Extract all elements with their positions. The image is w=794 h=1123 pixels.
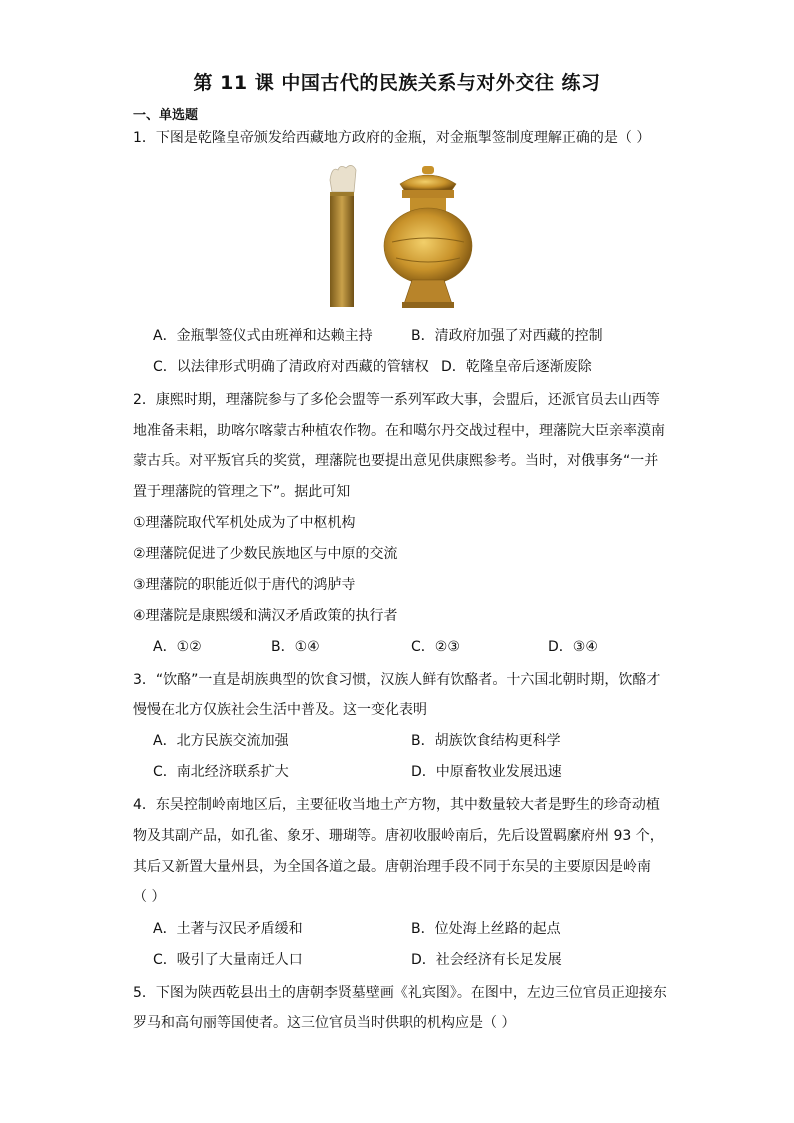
q2-stem-line: 2．康熙时期，理藩院参与了多伦会盟等一系列军政大事，会盟后，还派官员去山西等	[133, 392, 660, 408]
q1-option-c[interactable]: C．以法律形式明确了清政府对西藏的管辖权	[153, 359, 429, 375]
q2-statement-2: ②理藩院促进了少数民族地区与中原的交流	[133, 546, 398, 562]
q3-option-d[interactable]: D．中原畜牧业发展迅速	[411, 764, 562, 780]
q2-option-b[interactable]: B．①④	[271, 639, 320, 655]
q4-option-a[interactable]: A．土著与汉民矛盾缓和	[153, 921, 303, 937]
q3-option-c[interactable]: C．南北经济联系扩大	[153, 764, 289, 780]
q1-option-b[interactable]: B．清政府加强了对西藏的控制	[411, 328, 603, 344]
q5-stem-line: 5．下图为陕西乾县出土的唐朝李贤墓壁画《礼宾图》。在图中，左边三位官员正迎接东	[133, 985, 667, 1001]
q2-statement-4: ④理藩院是康熙缓和满汉矛盾政策的执行者	[133, 608, 398, 624]
q1-stem: 1．下图是乾隆皇帝颁发给西藏地方政府的金瓶，对金瓶掣签制度理解正确的是（ ）	[133, 130, 651, 146]
q1-option-d[interactable]: D．乾隆皇帝后逐渐废除	[441, 359, 592, 375]
q2-statement-3: ③理藩院的职能近似于唐代的鸿胪寺	[133, 577, 356, 593]
q4-stem-line: 物及其副产品，如孔雀、象牙、珊瑚等。唐初收服岭南后，先后设置羁縻府州 93 个，	[133, 828, 664, 844]
q3-option-b[interactable]: B．胡族饮食结构更科学	[411, 733, 561, 749]
q5-stem-line: 罗马和高句丽等国使者。这三位官员当时供职的机构应是（ ）	[133, 1015, 516, 1031]
q4-option-c[interactable]: C．吸引了大量南迁人口	[153, 952, 303, 968]
page-title: 第 11 课 中国古代的民族关系与对外交往 练习	[193, 72, 601, 94]
q4-stem-line: 4．东吴控制岭南地区后，主要征收当地土产方物，其中数量较大者是野生的珍奇动植	[133, 797, 660, 813]
q3-stem-line: 3．“饮酪”一直是胡族典型的饮食习惯，汉族人鲜有饮酪者。十六国北朝时期，饮酪才	[133, 672, 661, 688]
q4-option-d[interactable]: D．社会经济有长足发展	[411, 952, 562, 968]
q3-option-a[interactable]: A．北方民族交流加强	[153, 733, 289, 749]
golden-urn-image	[318, 162, 478, 312]
section-heading: 一、单选题	[133, 108, 199, 123]
q1-option-a[interactable]: A．金瓶掣签仪式由班禅和达赖主持	[153, 328, 373, 344]
q4-stem-line: 其后又新置大量州县，为全国各道之最。唐朝治理手段不同于东吴的主要原因是岭南	[133, 859, 651, 875]
golden-urn-figure	[318, 162, 478, 312]
q2-option-c[interactable]: C．②③	[411, 639, 460, 655]
q2-stem-line: 蒙古兵。对平叛官兵的奖赏，理藩院也要提出意见供康熙参考。当时，对俄事务“一并	[133, 453, 659, 469]
q4-stem-line: （ ）	[133, 889, 166, 905]
q3-stem-line: 慢慢在北方仅族社会生活中普及。这一变化表明	[133, 702, 427, 718]
q2-stem-line: 置于理藩院的管理之下”。据此可知	[133, 484, 351, 500]
q2-statement-1: ①理藩院取代军机处成为了中枢机构	[133, 515, 356, 531]
q2-option-a[interactable]: A．①②	[153, 639, 202, 655]
q2-stem-line: 地准备耒耜，助喀尔喀蒙古种植农作物。在和噶尔丹交战过程中，理藩院大臣亲率漠南	[133, 423, 665, 439]
q2-option-d[interactable]: D．③④	[548, 639, 598, 655]
q4-option-b[interactable]: B．位处海上丝路的起点	[411, 921, 561, 937]
